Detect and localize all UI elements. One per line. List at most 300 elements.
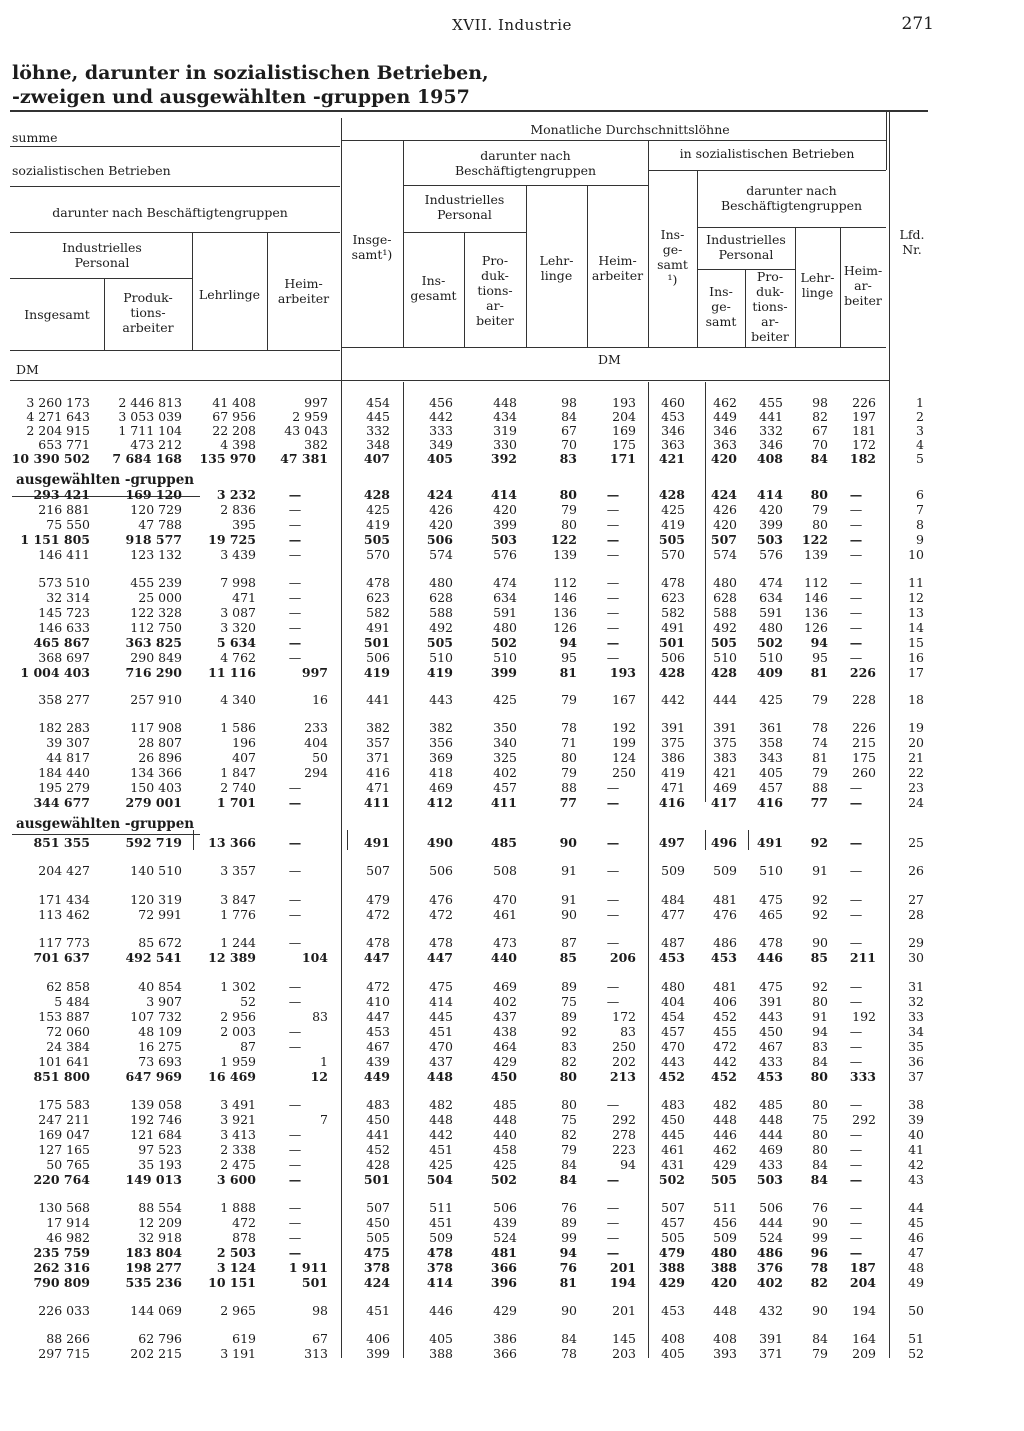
table-cell: 5 484 [54,994,90,1009]
table-cell: 83 [620,1024,636,1039]
table-cell: 452 [713,1009,737,1024]
table-cell: — [288,1024,302,1039]
table-cell: 52 [240,994,256,1009]
table-cell: 477 [661,907,685,922]
table-cell: 431 [661,1157,685,1172]
row-number: 9 [916,532,924,547]
table-cell: 445 [366,409,390,424]
table-cell: 375 [713,735,737,750]
table-cell: 366 [493,1346,517,1361]
row-number: 5 [916,451,924,466]
table-cell: 192 [852,1009,876,1024]
table-cell: 393 [713,1346,737,1361]
table-cell: 418 [429,765,453,780]
table-cell: 149 013 [125,1172,182,1187]
table-cell: 194 [852,1303,876,1318]
row-number: 22 [908,765,924,780]
table-cell: 16 [312,692,328,707]
table-cell: 619 [232,1331,256,1346]
row-number: 13 [908,605,924,620]
table-cell: 79 [561,502,577,517]
table-cell: — [849,795,863,810]
table-cell: 81 [559,1275,577,1290]
row-number: 28 [908,907,924,922]
table-cell: 333 [849,1069,876,1084]
table-cell: 292 [612,1112,636,1127]
table-cell: 90 [561,907,577,922]
table-cell: 576 [759,547,783,562]
table-cell: 209 [852,1346,876,1361]
table-cell: 505 [661,1230,685,1245]
table-cell: 84 [561,409,577,424]
table-cell: — [849,620,863,635]
table-cell: 184 440 [38,765,90,780]
table-cell: 76 [812,1200,828,1215]
table-cell: 465 [759,907,783,922]
table-cell: 414 [756,487,783,502]
table-cell: 476 [429,892,453,907]
table-cell: 346 [713,423,737,438]
table-cell: 376 [756,1260,783,1275]
table-cell: — [849,1172,863,1187]
row-number: 42 [908,1157,924,1172]
table-cell: — [606,590,620,605]
table-cell: 346 [759,437,783,452]
table-cell: 79 [812,1346,828,1361]
table-cell: 371 [759,1346,783,1361]
table-cell: 332 [366,423,390,438]
table-cell: 83 [559,451,577,466]
table-cell: 506 [426,532,453,547]
table-cell: 76 [559,1260,577,1275]
table-cell: — [606,575,620,590]
table-cell: 80 [561,1097,577,1112]
table-cell: 90 [812,1215,828,1230]
table-cell: 181 [852,423,876,438]
table-cell: 202 215 [130,1346,182,1361]
section-label: ausgewählten -gruppen [16,472,195,488]
table-cell: 112 [804,575,828,590]
table-cell: 450 [759,1024,783,1039]
header-in-sozialistischen: in sozialistischen Betrieben [679,146,855,161]
table-cell: 62 796 [138,1331,182,1346]
table-cell: 87 [240,1039,256,1054]
table-cell: — [606,780,620,795]
table-cell: 447 [363,950,390,965]
table-cell: 503 [756,1172,783,1187]
table-cell: 96 [810,1245,828,1260]
table-cell: 70 [812,437,828,452]
header-darunter-nach-2: darunter nach Beschäftigtengruppen [720,183,863,213]
table-cell: — [606,892,620,907]
table-cell: 445 [429,1009,453,1024]
table-cell: 67 [561,423,577,438]
table-cell: 197 [852,409,876,424]
table-cell: 457 [661,1024,685,1039]
table-cell: 7 684 168 [112,451,182,466]
table-cell: 80 [561,517,577,532]
table-cell: 457 [759,780,783,795]
section-label: ausgewählten -gruppen [16,816,195,832]
table-cell: 97 523 [138,1142,182,1157]
table-cell: 3 124 [216,1260,256,1275]
table-cell: 169 047 [38,1127,90,1142]
table-cell: — [849,487,863,502]
table-cell: 94 [559,1245,577,1260]
table-cell: 429 [493,1054,517,1069]
table-cell: 88 [812,780,828,795]
table-cell: 467 [759,1039,783,1054]
table-cell: 3 491 [220,1097,256,1112]
table-cell: 428 [363,487,390,502]
table-cell: 486 [713,935,737,950]
table-cell: 501 [301,1275,328,1290]
table-cell: 623 [661,590,685,605]
table-cell: 428 [710,665,737,680]
table-cell: 574 [713,547,737,562]
row-number: 7 [916,502,924,517]
table-cell: 458 [493,1142,517,1157]
table-cell: 503 [490,532,517,547]
table-cell: 80 [810,487,828,502]
table-cell: 220 764 [33,1172,90,1187]
table-cell: 503 [756,532,783,547]
header-lehrlinge-2: Lehr- linge [539,253,574,283]
table-cell: 505 [710,1172,737,1187]
table-cell: — [849,907,863,922]
row-number: 26 [908,863,924,878]
table-cell: 402 [756,1275,783,1290]
table-cell: 396 [490,1275,517,1290]
table-cell: 409 [756,665,783,680]
table-cell: 136 [804,605,828,620]
table-cell: 92 [561,1024,577,1039]
table-cell: 89 [561,1009,577,1024]
table-cell: 32 918 [138,1230,182,1245]
table-cell: 1 151 805 [20,532,90,547]
table-cell: 492 [713,620,737,635]
table-cell: 492 541 [125,950,182,965]
table-cell: 623 [366,590,390,605]
table-cell: 391 [713,720,737,735]
table-cell: 139 [804,547,828,562]
row-number: 47 [908,1245,924,1260]
header-heimarbeiter-2: Heim- arbeiter [591,253,644,283]
table-cell: 473 212 [130,437,182,452]
table-cell: 28 807 [138,735,182,750]
table-cell: 204 [612,409,636,424]
table-cell: 507 [366,1200,390,1215]
table-cell: 80 [812,517,828,532]
table-cell: 467 [366,1039,390,1054]
table-cell: — [288,994,302,1009]
table-cell: 634 [493,590,517,605]
table-cell: 226 033 [38,1303,90,1318]
table-cell: 84 [561,1157,577,1172]
row-number: 51 [908,1331,924,1346]
table-cell: — [849,650,863,665]
top-rule [10,110,928,112]
table-cell: 79 [561,692,577,707]
table-cell: — [606,835,620,850]
table-cell: 505 [426,635,453,650]
table-cell: 319 [493,423,517,438]
table-cell: 279 001 [125,795,182,810]
table-cell: 82 [812,409,828,424]
table-cell: 16 275 [138,1039,182,1054]
table-cell: 392 [490,451,517,466]
table-cell: — [288,835,302,850]
table-cell: 121 684 [130,1127,182,1142]
table-cell: — [606,979,620,994]
table-cell: 72 991 [138,907,182,922]
table-cell: 203 [612,1346,636,1361]
table-cell: 388 [710,1260,737,1275]
table-cell: 2 003 [220,1024,256,1039]
table-cell: 437 [429,1054,453,1069]
header-rule [10,232,340,233]
table-cell: 89 [561,1215,577,1230]
table-cell: 509 [661,863,685,878]
table-cell: 1 244 [220,935,256,950]
table-cell: 193 [609,665,636,680]
table-cell: 479 [658,1245,685,1260]
table-cell: 446 [429,1303,453,1318]
table-cell: — [849,605,863,620]
table-cell: 88 554 [138,1200,182,1215]
table-cell: 75 [561,1112,577,1127]
table-cell: 82 [561,1054,577,1069]
table-cell: 653 771 [38,437,90,452]
table-cell: 414 [490,487,517,502]
table-cell: — [606,1172,620,1187]
table-cell: 153 887 [38,1009,90,1024]
table-cell: 127 165 [38,1142,90,1157]
table-cell: 78 [561,1346,577,1361]
table-cell: 80 [812,1127,828,1142]
table-cell: — [849,1245,863,1260]
table-cell: 2 959 [292,409,328,424]
row-number: 31 [908,979,924,994]
table-cell: 187 [849,1260,876,1275]
table-cell: — [288,935,302,950]
table-cell: 201 [609,1260,636,1275]
table-cell: 363 [713,437,737,452]
table-cell: 419 [366,517,390,532]
table-cell: 405 [429,1331,453,1346]
table-cell: 139 058 [130,1097,182,1112]
table-cell: 3 921 [220,1112,256,1127]
table-cell: 3 600 [216,1172,256,1187]
row-number: 6 [916,487,924,502]
table-cell: 492 [429,620,453,635]
table-cell: 410 [366,994,390,1009]
table-cell: 424 [710,487,737,502]
table-cell: 478 [426,1245,453,1260]
table-cell: 570 [366,547,390,562]
table-cell: 215 [852,735,876,750]
table-cell: 416 [366,765,390,780]
table-cell: 2 965 [220,1303,256,1318]
row-number: 15 [908,635,924,650]
table-cell: 67 [312,1331,328,1346]
table-cell: 75 [561,994,577,1009]
table-cell: 77 [810,795,828,810]
table-cell: 456 [429,395,453,410]
table-cell: 450 [661,1112,685,1127]
table-cell: — [288,863,302,878]
table-cell: 330 [493,437,517,452]
table-cell: 399 [493,517,517,532]
table-cell: 480 [713,575,737,590]
table-cell: — [849,575,863,590]
table-cell: 35 193 [138,1157,182,1172]
table-cell: — [288,590,302,605]
table-cell: 504 [426,1172,453,1187]
table-cell: 344 677 [33,795,90,810]
table-cell: 509 [713,1230,737,1245]
table-cell: 47 788 [138,517,182,532]
table-cell: 421 [658,451,685,466]
header-summe: summe [12,130,58,145]
table-cell: 404 [304,735,328,750]
table-cell: 505 [366,1230,390,1245]
table-cell: 509 [713,863,737,878]
table-cell: 439 [493,1215,517,1230]
table-cell: 140 510 [130,863,182,878]
table-cell: 510 [493,650,517,665]
table-cell: 297 715 [38,1346,90,1361]
table-cell: 452 [658,1069,685,1084]
table-cell: — [849,935,863,950]
table-cell: 420 [710,1275,737,1290]
table-cell: 169 120 [125,487,182,502]
table-cell: 412 [426,795,453,810]
table-cell: — [288,1200,302,1215]
table-cell: 134 366 [130,765,182,780]
table-cell: 475 [759,892,783,907]
table-cell: 453 [661,1303,685,1318]
header-lehrlinge: Lehrlinge [198,287,261,302]
table-cell: 94 [559,635,577,650]
table-cell: — [606,650,620,665]
table-cell: 356 [429,735,453,750]
table-cell: 175 [612,437,636,452]
table-cell: — [606,517,620,532]
table-cell: 510 [429,650,453,665]
table-cell: 226 [852,720,876,735]
table-cell: 472 [429,907,453,922]
table-cell: 99 [812,1230,828,1245]
table-cell: 478 [759,935,783,950]
table-cell: 483 [661,1097,685,1112]
row-number: 29 [908,935,924,950]
table-cell: 444 [759,1215,783,1230]
table-cell: 84 [561,1331,577,1346]
table-cell: 46 982 [46,1230,90,1245]
table-cell: — [606,935,620,950]
table-cell: 505 [363,532,390,547]
table-cell: 453 [710,950,737,965]
table-cell: 91 [812,863,828,878]
table-cell: 851 355 [33,835,90,850]
table-cell: 383 [713,750,737,765]
row-number: 27 [908,892,924,907]
table-cell: 146 [804,590,828,605]
table-cell: 480 [661,979,685,994]
table-cell: 507 [366,863,390,878]
table-cell: 386 [661,750,685,765]
table-cell: 461 [493,907,517,922]
table-cell: 434 [493,409,517,424]
table-cell: 92 [812,892,828,907]
table-cell: 474 [759,575,783,590]
table-cell: 84 [812,1331,828,1346]
row-number: 38 [908,1097,924,1112]
table-cell: 501 [658,635,685,650]
table-cell: 363 825 [125,635,182,650]
table-cell: 4 271 643 [26,409,90,424]
table-cell: 3 087 [220,605,256,620]
unit-label-left: DM [16,362,39,377]
table-cell: 2 475 [220,1157,256,1172]
table-cell: — [606,1097,620,1112]
table-cell: 442 [429,1127,453,1142]
table-cell: — [288,979,302,994]
table-cell: — [606,994,620,1009]
table-cell: 79 [561,765,577,780]
table-cell: 701 637 [33,950,90,965]
table-cell: 83 [812,1039,828,1054]
table-cell: 502 [490,635,517,650]
table-cell: 7 [320,1112,328,1127]
table-cell: 442 [429,409,453,424]
table-cell: 506 [661,650,685,665]
header-insgesamt-fn: Insge- samt¹) [351,232,393,262]
header-rule [341,347,886,348]
table-cell: 195 279 [38,780,90,795]
table-cell: — [606,502,620,517]
table-cell: 591 [759,605,783,620]
table-cell: — [288,1230,302,1245]
row-number: 4 [916,437,924,452]
table-cell: 92 [810,835,828,850]
table-cell: 43 043 [284,423,328,438]
table-cell: 1 911 [288,1260,328,1275]
table-cell: 419 [661,765,685,780]
table-cell: 3 413 [220,1127,256,1142]
table-cell: 448 [759,1112,783,1127]
table-cell: 204 [849,1275,876,1290]
table-cell: — [288,487,302,502]
table-cell: 506 [493,1200,517,1215]
table-cell: 485 [493,1097,517,1112]
table-cell: — [849,1097,863,1112]
table-cell: 194 [609,1275,636,1290]
row-number: 44 [908,1200,924,1215]
table-cell: 443 [759,1009,783,1024]
table-cell: 3 439 [220,547,256,562]
table-cell: — [849,1157,863,1172]
header-rule [10,146,340,147]
table-cell: 82 [561,1127,577,1142]
table-cell: 294 [304,765,328,780]
table-cell: 126 [553,620,577,635]
table-cell: 455 [759,395,783,410]
table-cell: 12 389 [208,950,256,965]
table-cell: 88 [561,780,577,795]
table-cell: 473 [493,935,517,950]
